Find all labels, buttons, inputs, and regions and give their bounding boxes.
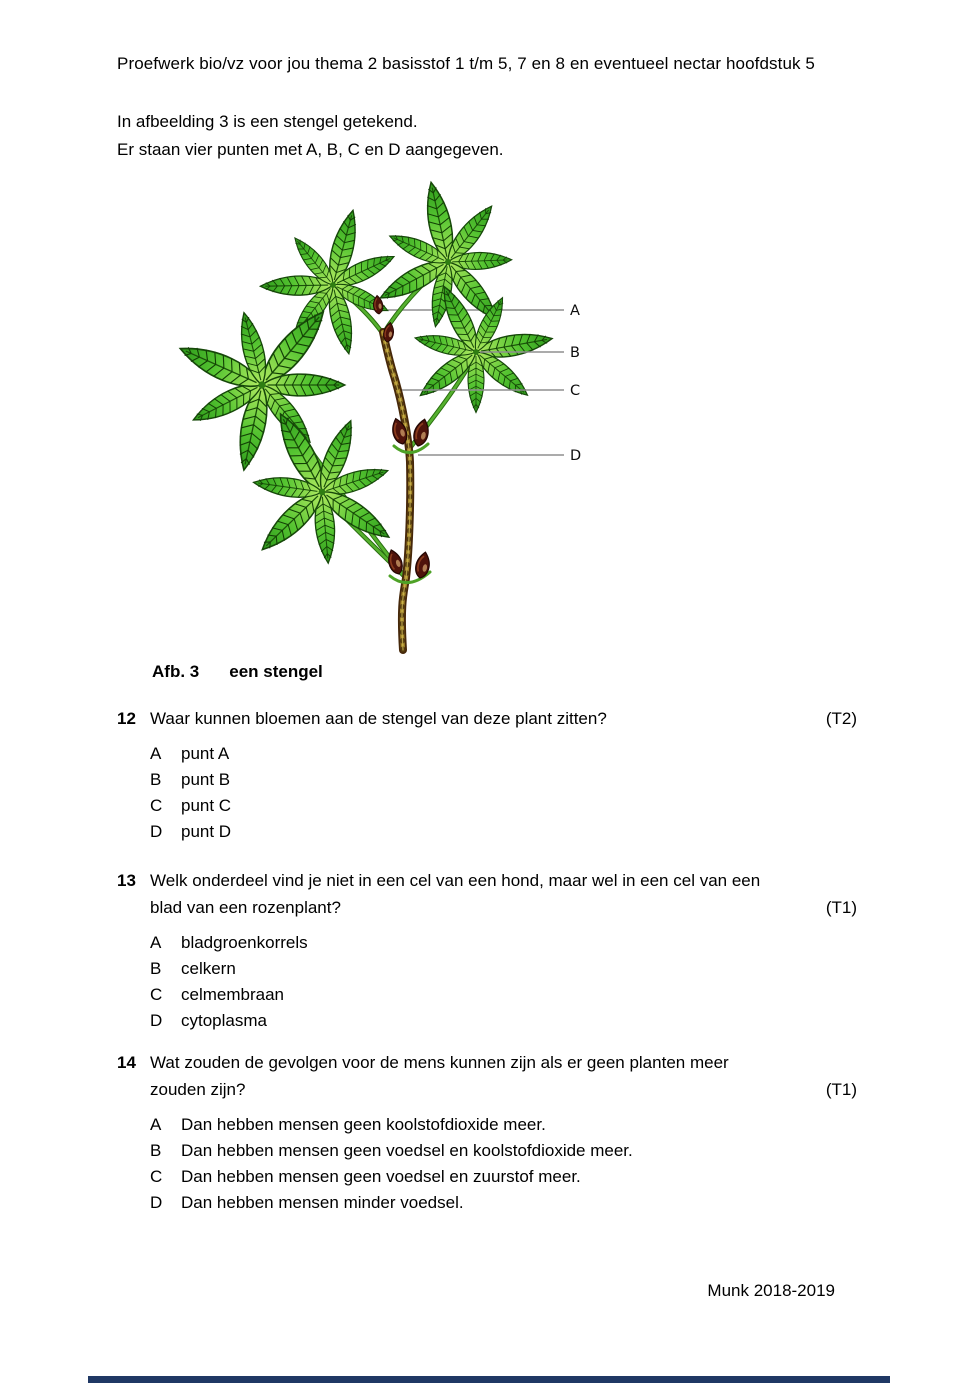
option-row [150,1138,857,1164]
question-level-tag: (T1) [825,898,857,917]
option-letter: D [150,822,163,841]
option-text: punt B [181,770,231,789]
figure-caption [152,662,323,682]
question-block [117,705,857,845]
option-row [150,930,857,956]
option-letter: B [150,1141,162,1160]
options-list [117,1112,857,1216]
intro-line-2: Er staan vier punten met A, B, C en D aangegeven. [117,140,504,159]
question-number: 14 [117,1053,136,1072]
question-line [117,705,857,732]
option-text: cytoplasma [181,1011,267,1030]
option-row [150,1190,857,1216]
question-level-tag: (T2) [825,709,857,728]
figure-3 [150,172,610,657]
question-line [117,867,857,894]
option-text: Dan hebben mensen geen voedsel en zuurstof meer. [181,1167,581,1186]
option-text: celkern [181,959,236,978]
option-text: celmembraan [181,985,284,1004]
figure-label-b: B [570,345,580,361]
option-row [150,793,857,819]
figure-caption-label: Afb. 3 [152,662,200,681]
question-level-tag: (T1) [825,1080,857,1099]
figure-label-d: D [570,448,582,464]
bottom-bar [88,1376,890,1383]
questions [117,705,857,1216]
options-list [117,930,857,1034]
question-text: zouden zijn? [150,1080,246,1099]
figure-label-c: C [570,383,581,399]
option-row [150,1112,857,1138]
options-list [117,741,857,845]
option-letter: D [150,1193,163,1212]
option-text: punt D [181,822,232,841]
question-text: Waar kunnen bloemen aan de stengel van deze plant zitten? [150,709,607,728]
option-letter: A [150,1115,162,1134]
figure-label-a: A [570,303,580,319]
option-letter: C [150,1167,163,1186]
option-text: Dan hebben mensen geen voedsel en koolstofdioxide meer. [181,1141,633,1160]
question-text: Welk onderdeel vind je niet in een cel van een hond, maar wel in een cel van een [150,871,761,890]
option-text: Dan hebben mensen geen koolstofdioxide meer. [181,1115,546,1134]
figure-caption-title: een stengel [229,662,323,681]
question-block [117,867,857,1034]
question-line [117,1076,857,1103]
option-text: Dan hebben mensen minder voedsel. [181,1193,464,1212]
footer-credit: Munk 2018-2019 [707,1281,835,1300]
option-text: punt C [181,796,232,815]
stem-illustration [150,172,610,657]
option-row [150,767,857,793]
question-number: 13 [117,871,136,890]
option-row [150,741,857,767]
question-number: 12 [117,709,136,728]
option-row [150,982,857,1008]
question-line [117,894,857,921]
option-letter: B [150,959,162,978]
intro-line-1: In afbeelding 3 is een stengel getekend. [117,112,418,131]
question-block [117,1049,857,1216]
option-row [150,1164,857,1190]
question-text: blad van een rozenplant? [150,898,341,917]
option-row [150,956,857,982]
main-stem [383,332,410,650]
option-letter: D [150,1011,163,1030]
option-letter: B [150,770,162,789]
question-text: Wat zouden de gevolgen voor de mens kunnen zijn als er geen planten meer [150,1053,729,1072]
option-letter: A [150,933,162,952]
leaf-clusters [150,172,563,598]
option-letter: A [150,744,162,763]
option-text: bladgroenkorrels [181,933,308,952]
option-row [150,819,857,845]
option-text: punt A [181,744,230,763]
page-header: Proefwerk bio/vz voor jou thema 2 basisstof 1 t/m 5, 7 en 8 en eventueel nectar hoofdstuk 5 [117,54,815,73]
option-letter: C [150,796,163,815]
question-line [117,1049,857,1076]
option-letter: C [150,985,163,1004]
intro-paragraph [117,108,504,164]
option-row [150,1008,857,1034]
